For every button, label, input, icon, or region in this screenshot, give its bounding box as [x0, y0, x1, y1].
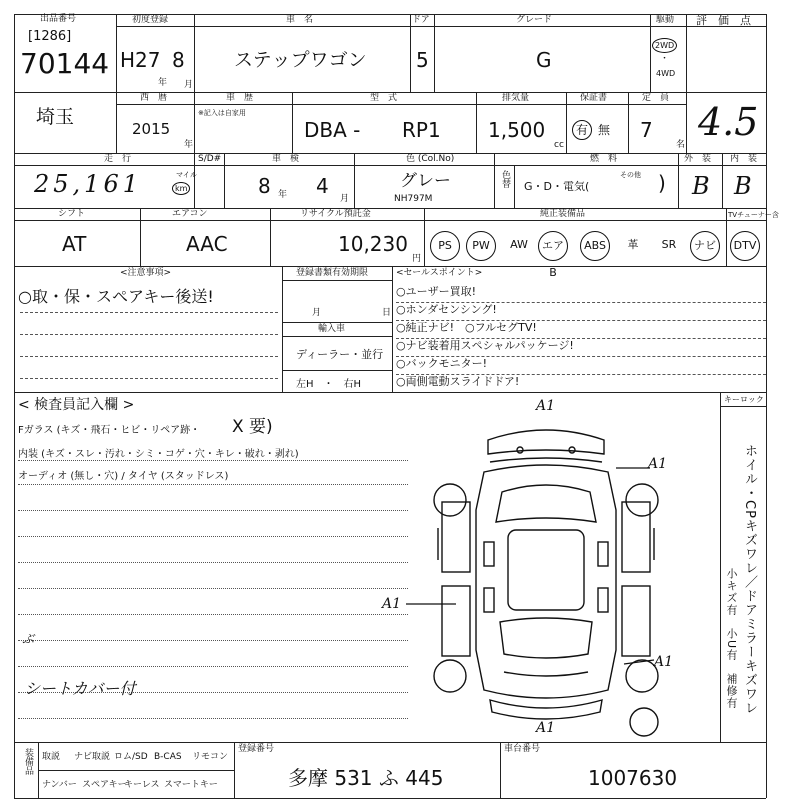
model-code: RP1	[402, 118, 441, 142]
dealer-label: ディーラー・並行	[296, 348, 384, 361]
grade-label: グレード	[516, 15, 553, 25]
damage-leader-lines	[380, 440, 680, 680]
inspection-year-unit: 年	[278, 190, 288, 200]
sales-point: ○ナビ装着用スペシャルパッケージ!	[396, 339, 574, 352]
capacity: 7	[640, 118, 653, 142]
sales-point: ○両側電動スライドドア!	[396, 375, 520, 388]
footer-item: スペアキー	[82, 780, 127, 790]
tv-tuner-label: TVチューナー含	[728, 211, 779, 219]
sales-point: ○バックモニター!	[396, 357, 488, 370]
history-note: ※記入は自家用	[198, 109, 246, 117]
damage-mark-front: A1	[536, 398, 556, 414]
sd-label: S/D#	[198, 154, 222, 164]
exterior: B	[692, 172, 710, 200]
score: 4.5	[698, 100, 759, 144]
ac-label: エアコン	[172, 209, 208, 219]
audio-line: オーディオ (無し・穴) / タイヤ (スタッドレス)	[18, 471, 229, 482]
sales-point: ○純正ナビ! ○フルセグTV!	[396, 321, 537, 334]
first-reg-label: 初度登録	[132, 15, 169, 25]
displacement: 1,500	[488, 118, 546, 142]
import-label: 輸入車	[318, 324, 346, 334]
equipment-item: DTV	[730, 231, 760, 261]
warranty-yes: 有	[572, 120, 592, 140]
inspection-month: 4	[316, 174, 329, 198]
prefecture: 埼玉	[36, 106, 75, 128]
first-reg-year: H27	[120, 48, 161, 72]
footer-item: 取説	[42, 752, 61, 762]
footer-left-label: 装備品	[23, 748, 33, 775]
footer-item: ナンバー	[42, 780, 77, 790]
equipment-item: AW	[510, 238, 528, 251]
equipment-item: エアB	[538, 231, 568, 261]
capacity-label: 定 員	[642, 93, 670, 103]
sales-point: ○ホンダセンシング!	[396, 303, 497, 316]
handwritten-note-1: ぶ	[22, 632, 35, 646]
doors: 5	[416, 48, 429, 72]
vertical-notes-2: 小キズ有 小U有 補修有	[725, 568, 738, 710]
color-label: 色 (Col.No)	[406, 154, 455, 164]
fuel-label: 燃 料	[590, 154, 618, 164]
fuel-other-label: その他	[620, 171, 641, 179]
lot-box: [1286]	[28, 29, 72, 44]
equipment-item: PW	[466, 231, 496, 261]
sales-label: <セールスポイント>	[396, 268, 483, 278]
key-lock-label: キーロック	[724, 395, 764, 404]
recycle-label: リサイクル預託金	[300, 209, 371, 219]
interior-line: 内装 (キズ・スレ・汚れ・シミ・コゲ・穴・キレ・破れ・剥れ)	[18, 449, 299, 460]
cc-unit: cc	[554, 140, 564, 150]
inspector-title: < 検査員記入欄 >	[18, 397, 135, 413]
damage-mark-left: A1	[382, 596, 402, 612]
vertical-notes: ホイル・CPキズワレ／ドアミラーキズワレ	[742, 444, 757, 715]
score-label: 評 価 点	[696, 14, 751, 27]
color: グレー	[400, 171, 451, 191]
interior-label: 内 装	[730, 154, 758, 164]
model-label: 型 式	[370, 93, 398, 103]
history-label: 車 歴	[226, 93, 254, 103]
fuel-close: )	[658, 171, 666, 195]
handle-label: 左H ・ 右H	[296, 379, 362, 390]
inspection-month-unit: 月	[340, 194, 350, 204]
inspection-label: 車 検	[272, 154, 300, 164]
chassis-label: 車台番号	[504, 744, 541, 754]
color-no: NH797M	[394, 194, 433, 204]
sales-point: ○ユーザー買取!	[396, 285, 477, 298]
shift: AT	[62, 232, 87, 256]
footer-item: スマートキー	[164, 780, 218, 790]
lot-header-label: 出品番号	[40, 14, 77, 24]
handwritten-note-2: シートカバー付	[24, 679, 136, 698]
plate-number: 多摩 531 ふ 445	[288, 766, 444, 790]
car-name-label: 車 名	[286, 15, 314, 25]
western-year-label: 西 暦	[140, 93, 168, 103]
equipment-item: 革	[627, 238, 639, 251]
damage-mark-rear: A1	[536, 720, 556, 736]
car-name: ステップワゴン	[234, 49, 367, 71]
caution-text: ○取・保・スペアキー後送!	[18, 287, 214, 306]
capacity-unit: 名	[676, 140, 686, 150]
drive-label: 駆動	[656, 15, 675, 25]
damage-mark-right-rear: A1	[654, 654, 674, 670]
reg-month: 月	[312, 308, 322, 318]
yen-unit: 円	[412, 254, 422, 264]
chassis-number: 1007630	[588, 766, 678, 790]
mileage-unit-mile: マイル	[176, 171, 197, 179]
exterior-label: 外 装	[684, 154, 712, 164]
first-reg-month-unit: 月	[184, 80, 194, 90]
reg-day: 日	[382, 308, 392, 318]
equipment-item: ABS	[580, 231, 610, 261]
first-reg-year-unit: 年	[158, 78, 168, 88]
equipment-item: PS	[430, 231, 460, 261]
inspection-year: 8	[258, 174, 271, 198]
interior: B	[734, 172, 752, 200]
mileage-label: 走 行	[104, 154, 132, 164]
shift-label: シフト	[58, 209, 86, 219]
caution-label: <注意事項>	[120, 268, 172, 278]
door-label: ドア	[412, 15, 430, 25]
equipment-label: 純正装備品	[540, 209, 586, 219]
reg-expiry-label: 登録書類有効期限	[296, 268, 369, 278]
glass-mark: X 要)	[232, 417, 273, 437]
grade: G	[536, 48, 552, 72]
warranty-no: 無	[598, 123, 611, 137]
footer-item: B-CAS	[154, 752, 182, 762]
plate-label: 登録番号	[238, 744, 275, 754]
mileage: 25,161	[34, 170, 142, 198]
footer-item: ナビ取説	[74, 752, 111, 762]
color-change-label: 色替	[500, 170, 510, 188]
equipment-item: ナビ	[690, 231, 720, 261]
ac: AAC	[186, 232, 228, 256]
recycle-fee: 10,230	[338, 232, 408, 256]
glass-line: Fガラス (キズ・飛石・ヒビ・リペア跡・	[18, 425, 201, 436]
drive-dot: ・	[660, 54, 670, 64]
drive-2wd: 2WD	[652, 38, 677, 53]
damage-mark-right-front: A1	[648, 456, 668, 472]
footer-item: ロム/SD	[114, 752, 148, 762]
first-reg-month: 8	[172, 48, 185, 72]
displacement-label: 排気量	[502, 93, 530, 103]
footer-item: リモコン	[192, 752, 229, 762]
fuel-options: G・D・電気(	[524, 180, 590, 193]
western-year: 2015	[132, 120, 171, 138]
equipment-item: SR	[661, 238, 677, 251]
lot-number: 70144	[20, 47, 110, 80]
model-prefix: DBA -	[304, 118, 361, 142]
western-year-unit: 年	[184, 140, 194, 150]
warranty-label: 保証書	[580, 93, 608, 103]
sheet-title-strip	[0, 0, 800, 6]
footer-item: キーレス	[124, 780, 160, 790]
mileage-unit-km: km	[172, 182, 190, 195]
drive-4wd: 4WD	[656, 69, 676, 78]
